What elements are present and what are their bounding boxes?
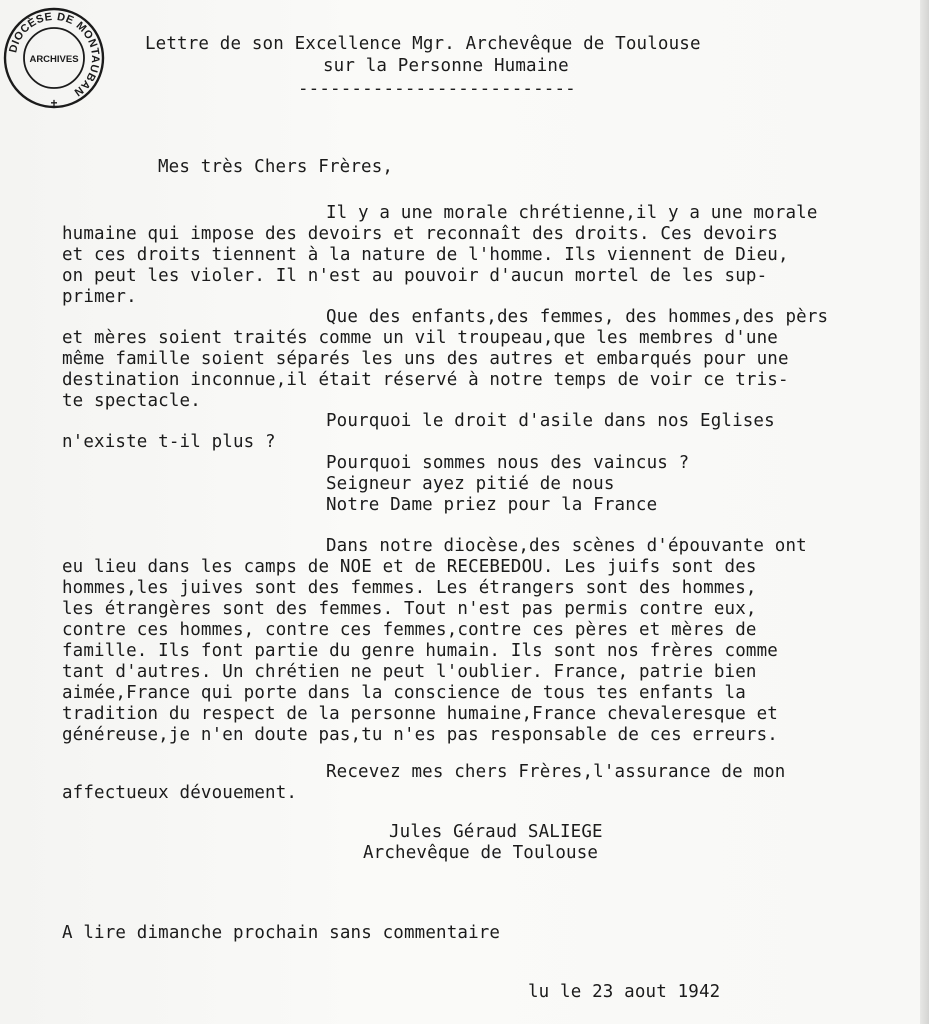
paragraph-line: tradition du respect de la personne humaine,France chevaleresque et [62, 704, 778, 724]
paragraph-line: hommes,les juives sont des femmes. Les étrangers sont des hommes, [62, 578, 757, 598]
document-title-line2: sur la Personne Humaine [323, 56, 569, 76]
stamp-center-label: ARCHIVES [29, 54, 79, 65]
signature-name: Jules Géraud SALIEGE [389, 822, 603, 842]
paragraph-line: te spectacle. [62, 391, 201, 411]
paragraph-line: tant d'autres. Un chrétien ne peut l'oublier. France, patrie bien [62, 662, 757, 682]
page-edge-shadow [920, 0, 929, 1024]
paragraph-line: et mères soient traités comme un vil troupeau,que les membres d'une [62, 328, 778, 348]
paragraph-line: destination inconnue,il était réservé à notre temps de voir ce tris- [62, 370, 789, 390]
paragraph-line: généreuse,je n'en doute pas,tu n'es pas responsable de ces erreurs. [62, 725, 778, 745]
paragraph-line: Il y a une morale chrétienne,il y a une morale [326, 203, 818, 223]
paragraph-line: les étrangères sont des femmes. Tout n'est pas permis contre eux, [62, 599, 757, 619]
paragraph-line: Dans notre diocèse,des scènes d'épouvante ont [326, 536, 807, 556]
paragraph-line: Pourquoi le droit d'asile dans nos Eglises [326, 411, 775, 431]
date-line: lu le 23 aout 1942 [528, 982, 721, 1002]
paragraph-line: Notre Dame priez pour la France [326, 495, 658, 515]
signature-title: Archevêque de Toulouse [363, 843, 599, 863]
paragraph-line: Pourquoi sommes nous des vaincus ? [326, 453, 690, 473]
title-underline: -------------------------- [298, 79, 576, 99]
paragraph-line: eu lieu dans les camps de NOE et de RECEBEDOU. Les juifs sont des [62, 557, 757, 577]
paragraph-line: contre ces hommes, contre ces femmes,contre ces pères et mères de [62, 620, 757, 640]
paragraph-line: famille. Ils font partie du genre humain. Ils sont nos frères comme [62, 641, 778, 661]
stamp-cross-icon: + [50, 96, 58, 110]
paragraph-line: aimée,France qui porte dans la conscience de tous tes enfants la [62, 683, 746, 703]
document-title-line1: Lettre de son Excellence Mgr. Archevêque de Toulouse [145, 34, 701, 54]
paragraph-line: même famille soient séparés les uns des autres et embarqués pour une [62, 349, 789, 369]
salutation: Mes très Chers Frères, [158, 157, 394, 177]
paragraph-line: humaine qui impose des devoirs et reconnaît des droits. Ces devoirs [62, 224, 778, 244]
paragraph-line: Recevez mes chers Frères,l'assurance de mon [326, 762, 786, 782]
paragraph-line: et ces droits tiennent à la nature de l'homme. Ils viennent de Dieu, [62, 245, 789, 265]
paragraph-line: n'existe t-il plus ? [62, 432, 276, 452]
paragraph-line: affectueux dévouement. [62, 783, 298, 803]
paragraph-line: on peut les violer. Il n'est au pouvoir d'aucun mortel de les sup- [62, 266, 768, 286]
reading-instruction: A lire dimanche prochain sans commentaire [62, 923, 501, 943]
paragraph-line: primer. [62, 287, 137, 307]
archives-stamp [2, 6, 106, 110]
stamp-ring-text: DIOCÈSE DE MONTAUBAN [7, 10, 102, 99]
paragraph-line: Seigneur ayez pitié de nous [326, 474, 615, 494]
paragraph-line: Que des enfants,des femmes, des hommes,des pèrs [326, 307, 829, 327]
